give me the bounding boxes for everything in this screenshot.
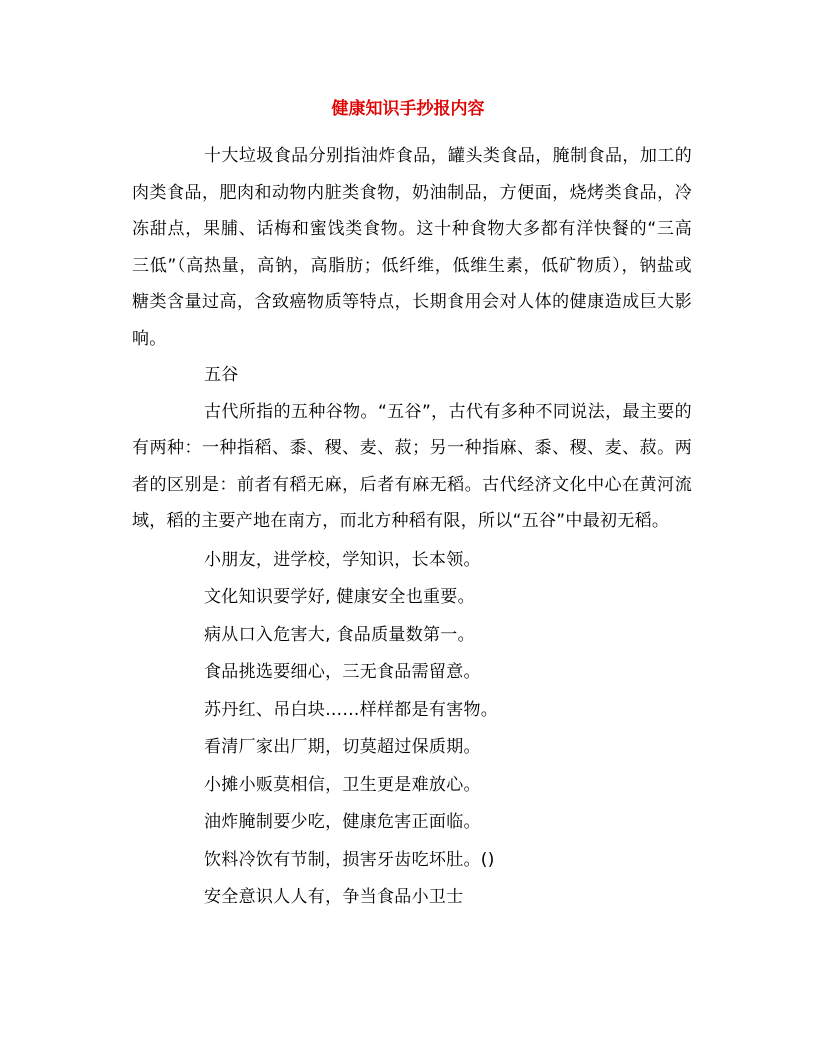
food-safety-poem (132, 542, 692, 917)
document-title: 健康知识手抄报内容 (331, 99, 485, 119)
poem-line: 小摊小贩莫相信，卫生更是难放心。 (204, 774, 481, 795)
paragraph-junk-food: 十大垃圾食品分别指油炸食品，罐头类食品，腌制食品，加工的肉类食品，肥肉和动物内脏类食物，奶油制品，方便面，烧烤类食品，冷冻甜点，果脯、话梅和蜜饯类食物。这十种食物大多都有洋快餐的“三高三低”（高热量，高钠，高脂肪；低纤维，低维生素，低矿物质），钠盐或糖类含量过高，含致癌物质等特点，长期食用会对人体的健康造成巨大影响。 (132, 146, 692, 349)
poem-line: 看清厂家出厂期，切莫超过保质期。 (204, 737, 481, 757)
poem-line: 油炸腌制要少吃，健康危害正面临。 (204, 812, 481, 832)
poem-line: 文化知识要学好, 健康安全也重要。 (204, 587, 475, 607)
document-body (132, 138, 692, 917)
poem-line: 病从口入危害大, 食品质量数第一。 (204, 624, 475, 645)
poem-line: 食品挑选要细心，三无食品需留意。 (204, 662, 481, 682)
poem-line: 安全意识人人有，争当食品小卫士 (204, 887, 464, 907)
poem-line: 小朋友，进学校，学知识，长本领。 (204, 549, 481, 570)
poem-line: 苏丹红、吊白块……样样都是有害物。 (204, 699, 499, 720)
paragraph-five-grains: 古代所指的五种谷物。“五谷”，古代有多种不同说法，最主要的有两种：一种指稻、黍、稷、麦、菽；另一种指麻、黍、稷、麦、菽。两者的区别是：前者有稻无麻，后者有麻无稻。古代经济文化中心在黄河流域，稻的主要产地在南方，而北方种稻有限，所以“五谷”中最初无稻。 (132, 401, 692, 531)
heading-five-grains: 五谷 (204, 365, 239, 385)
poem-line: 饮料冷饮有节制，损害牙齿吃坏肚。() (204, 849, 495, 870)
